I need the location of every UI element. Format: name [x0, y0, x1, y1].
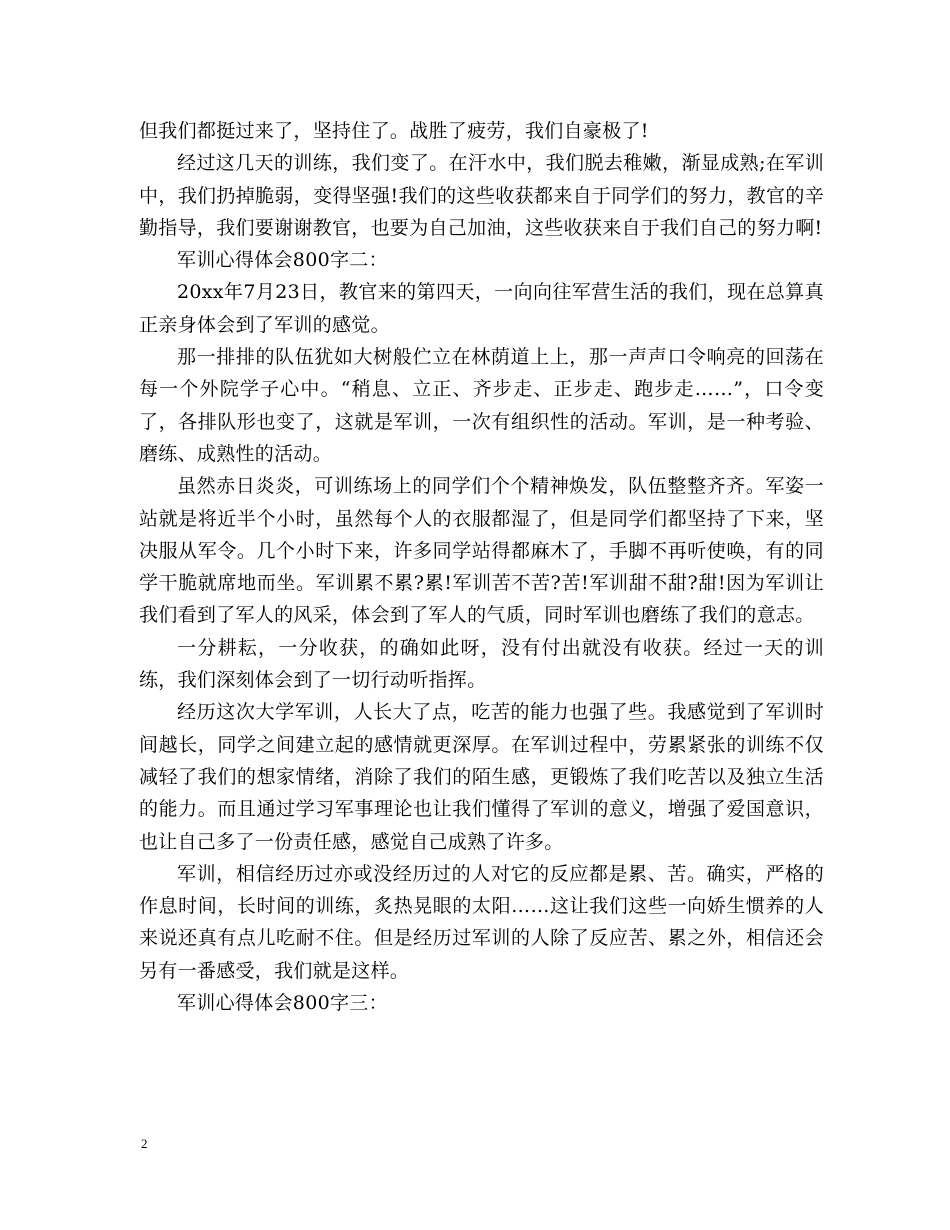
paragraph-scorching-sun: 虽然赤日炎炎，可训练场上的同学们个个精神焕发，队伍整整齐齐。军姿一站就是将近半个小时，虽然每个人的衣服都湿了，但是同学们都坚持了下来，坚决服从军令。几个小时下来，许多同学站得都麻木了，手脚不再听使唤，有的同学干脆就席地而坐。军训累不累?累!军训苦不苦?苦!军训甜不甜?甜!因为军训让我们看到了军人的风采，体会到了军人的气质，同时军训也磨练了我们的意志。: [139, 475, 824, 627]
paragraph-effort-reward: 一分耕耘，一分收获，的确如此呀，没有付出就没有收获。经过一天的训练，我们深刻体会到了一切行动听指挥。: [139, 636, 824, 692]
paragraph-experience: 经历这次大学军训，人长大了点，吃苦的能力也强了些。我感觉到了军训时间越长，同学之间建立起的感情就更深厚。在军训过程中，劳累紧张的训练不仅减轻了我们的想家情绪，消除了我们的陌生感，更锻炼了我们吃苦以及独立生活的能力。而且通过学习军事理论也让我们懂得了军训的意义，增强了爱国意识，也让自己多了一份责任感，感觉自己成熟了许多。: [139, 701, 824, 853]
section-heading-three: 军训心得体会800字三：: [177, 992, 388, 1015]
section-heading-two: 军训心得体会800字二：: [177, 249, 388, 272]
paragraph-date-intro: 20xx年7月23日，教官来的第四天，一向向往军营生活的我们，现在总算真正亲身体会到了军训的感觉。: [139, 281, 824, 336]
document-body: [139, 115, 824, 1019]
page-number: 2: [141, 1136, 148, 1151]
paragraph-hardship: 军训，相信经历过亦或没经历过的人对它的反应都是累、苦。确实，严格的作息时间，长时间的训练，炙热晃眼的太阳……这让我们这些一向娇生惯养的人来说还真有点儿吃耐不住。但是经历过军训的人除了反应苦、累之外，相信还会另有一番感受，我们就是这样。: [139, 862, 824, 982]
paragraph-ranks: 那一排排的队伍犹如大树般伫立在林荫道上上，那一声声口令响亮的回荡在每一个外院学子心中。“稍息、立正、齐步走、正步走、跑步走……”，口令变了，各排队形也变了，这就是军训，一次有组织性的活动。军训，是一种考验、磨练、成熟性的活动。: [139, 346, 824, 465]
paragraph-training-change: 经过这几天的训练，我们变了。在汗水中，我们脱去稚嫩，渐显成熟;在军训中，我们扔掉脆弱，变得坚强!我们的这些收获都来自于同学们的努力，教官的辛勤指导，我们要谢谢教官，也要为自己加油，这些收获来自于我们自己的努力啊!: [139, 152, 824, 239]
paragraph-continuation: 但我们都挺过来了，坚持住了。战胜了疲劳，我们自豪极了!: [139, 120, 649, 142]
